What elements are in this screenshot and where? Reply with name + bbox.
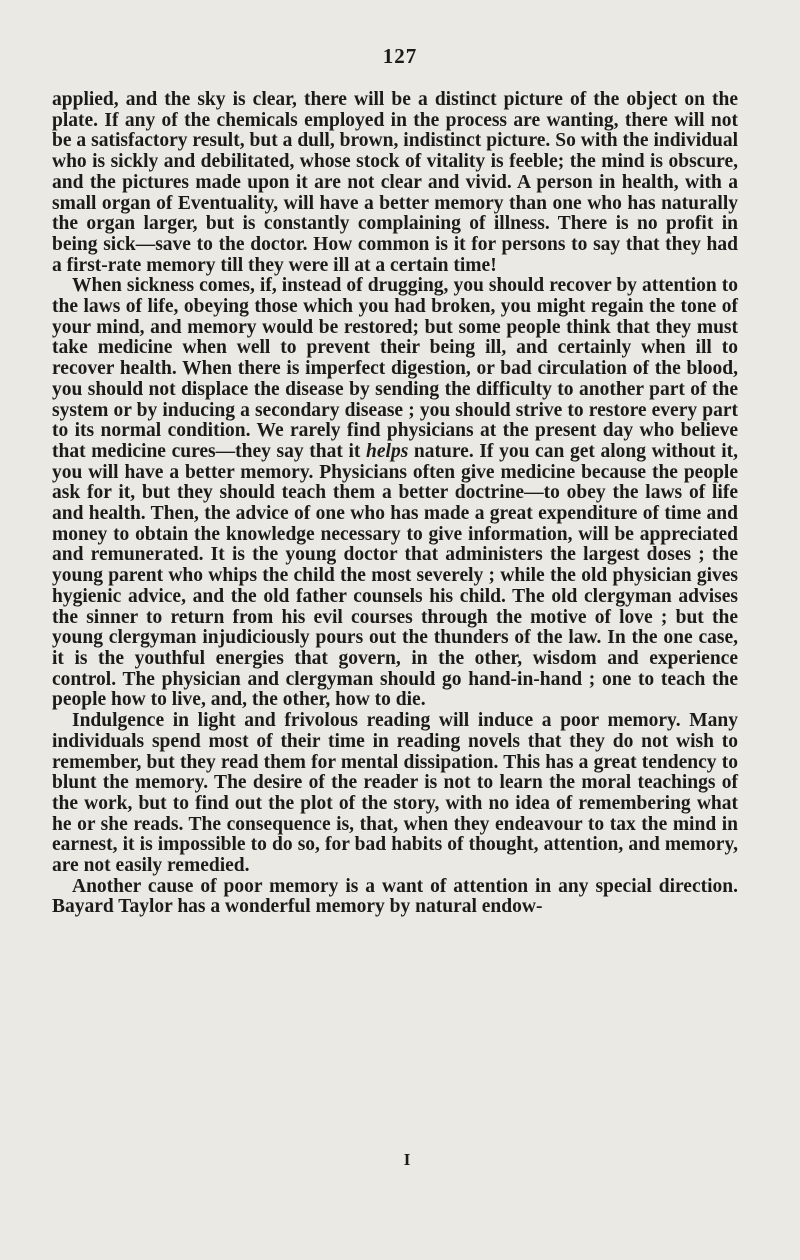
paragraph-text: Another cause of poor memory is a want of attention in any special direction. Bayard Taylor has a wonderful memory by natural endow-	[52, 875, 738, 918]
paragraph	[52, 90, 738, 276]
paragraph	[52, 877, 738, 918]
italic-word: helps	[366, 440, 409, 462]
paragraph-text: When sickness comes, if, instead of drugging, you should recover by attention to the laws of life, obeying those which you had broken, you might regain the tone of your mind, and memory would be restored; but some people think that they must take medicine when well to prevent their being ill, and certainly when ill to recover health. When there is imperfect digestion, or bad circulation of the blood, you should not displace the disease by sending the difficulty to another part of the system or by inducing a secondary disease ; you should strive to restore every part to its normal condition. We rarely find physicians at the present day who believe that medicine cures—they say that it	[52, 275, 738, 462]
page-number: 127	[382, 44, 418, 68]
signature-mark: I	[403, 1150, 411, 1169]
body-text	[52, 90, 738, 918]
paragraph	[52, 276, 738, 711]
paragraph-text-continued: nature. If you can get along without it, you will have a better memory. Physicians often give medicine because the people ask for it, but they should teach them a better doctrine—to obey the laws of life and health. Then, the advice of one who has made a great expenditure of time and money to obtain the knowledge necessary to give information, will be appreciated and remunerated. It is the young doctor that administers the largest doses ; the young parent who whips the child the most severely ; while the old physician gives hygienic advice, and the old father counsels his child. The old clergyman advises the sinner to return from his evil courses through the motive of love ; but the young clergyman injudiciously pours out the thunders of the law. In the one case, it is the youthful energies that govern, in the other, wisdom and experience control. The physician and clergyman should go hand-in-hand ; one to teach the people how to live, and, the other, how to die.	[52, 440, 738, 711]
paragraph	[52, 711, 738, 877]
paragraph-text: Indulgence in light and frivolous reading will induce a poor memory. Many individuals spend most of their time in reading novels that they do not wish to remember, but they read them for mental dissipation. This has a great tendency to blunt the memory. The desire of the reader is not to learn the moral teachings of the work, but to find out the plot of the story, with no idea of remembering what he or she reads. The consequence is, that, when they endeavour to tax the mind in earnest, it is impossible to do so, for bad habits of thought, attention, and memory, are not easily remedied.	[52, 710, 738, 877]
paragraph-text: applied, and the sky is clear, there will be a distinct picture of the object on the plate. If any of the chemicals employed in the process are wanting, there will not be a satisfactory result, but a dull, brown, indistinct picture. So with the individual who is sickly and debilitated, whose stock of vitality is feeble; the mind is obscure, and the pictures made upon it are not clear and vivid. A person in health, with a small organ of Eventuality, will have a better memory than one who has naturally the organ larger, but is constantly complaining of illness. There is no profit in being sick—save to the doctor. How common is it for persons to say that they had a first-rate memory till they were ill at a certain time!	[52, 89, 738, 276]
